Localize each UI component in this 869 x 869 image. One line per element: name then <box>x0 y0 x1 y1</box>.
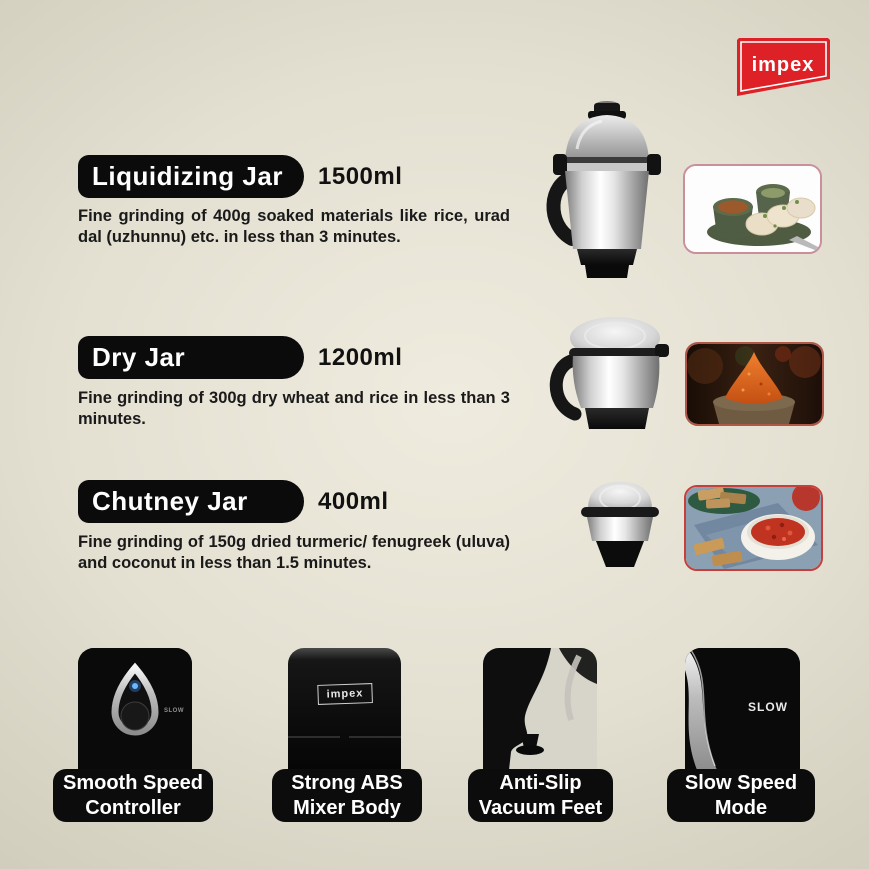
feature-label-line: Slow Speed <box>684 771 798 794</box>
food-photo-spice-powder <box>685 342 824 426</box>
feature-label-line: Vacuum Feet <box>478 796 603 819</box>
food-photo-idli <box>683 164 822 254</box>
jar-description-chutney: Fine grinding of 150g dried turmeric/ fenugreek (uluva) and coconut in less than 1.5 minutes. <box>78 533 510 572</box>
jar-title-pill-liquidizing <box>78 155 304 198</box>
feature-image-mixer-body <box>288 648 401 770</box>
jar-clip-right <box>647 154 661 175</box>
brand-logo <box>737 38 830 96</box>
jar-capacity-liquidizing: 1500ml <box>318 163 403 190</box>
feature-image-slow-mode <box>685 648 800 770</box>
feature-label-line: Mode <box>714 796 768 819</box>
feature-label-line: Strong ABS <box>291 771 403 794</box>
feature-label-speed-controller <box>53 769 213 822</box>
suction-foot <box>516 745 544 755</box>
jar-description-dry: Fine grinding of 300g dry wheat and rice in less than 3 minutes. <box>78 389 510 428</box>
sambar-cup-front <box>718 201 748 214</box>
chutney-jar-image <box>574 477 666 576</box>
impex-logo-outline: impex <box>317 683 372 705</box>
feature-label-line: Mixer Body <box>293 796 401 819</box>
dry-jar-image <box>549 312 674 437</box>
feature-label-vacuum-feet <box>468 769 613 822</box>
jar-base <box>596 541 644 567</box>
slow-marking: SLOW <box>748 700 788 714</box>
jar-steel-body <box>573 356 660 408</box>
brand-logo-text: impex <box>751 54 815 76</box>
feature-label-mixer-body <box>272 769 422 822</box>
liquidizing-jar-image <box>544 97 669 287</box>
slow-marking: SLOW <box>164 708 184 714</box>
jar-capacity-chutney: 400ml <box>318 488 389 515</box>
feature-image-vacuum-foot <box>483 648 597 770</box>
jar-title: Dry Jar <box>92 342 186 372</box>
jar-steel-body <box>565 171 649 249</box>
jar-handle <box>556 360 575 414</box>
body-seam-right <box>349 736 401 738</box>
jar-latch <box>655 344 669 357</box>
chutney-cup-back <box>761 188 785 198</box>
body-seam-left <box>288 736 340 738</box>
jar-title: Chutney Jar <box>92 486 248 516</box>
background-chilies <box>789 346 821 378</box>
feature-label-slow-mode <box>667 769 815 822</box>
jar-dome-lid <box>565 115 649 161</box>
jar-base <box>585 408 649 429</box>
red-chutney <box>751 518 805 546</box>
feature-image-speed-controller <box>78 648 192 770</box>
blue-led <box>132 683 138 689</box>
feature-label-line: Anti-Slip <box>499 771 582 794</box>
food-photo-chutney <box>684 485 823 571</box>
jar-title: Liquidizing Jar <box>92 161 283 191</box>
feature-label-line: Controller <box>85 796 181 819</box>
jar-steel-body <box>587 517 653 541</box>
feature-label-line: Smooth Speed <box>62 771 203 794</box>
jar-base <box>585 265 629 278</box>
jar-clip-left <box>553 154 567 175</box>
jar-description-liquidizing: Fine grinding of 400g soaked materials like rice, urad dal (uzhunnu) etc. in less than 3 minutes. <box>78 207 510 246</box>
jar-title-pill-chutney <box>78 480 304 523</box>
jar-capacity-dry: 1200ml <box>318 344 403 371</box>
jar-title-pill-dry <box>78 336 304 379</box>
